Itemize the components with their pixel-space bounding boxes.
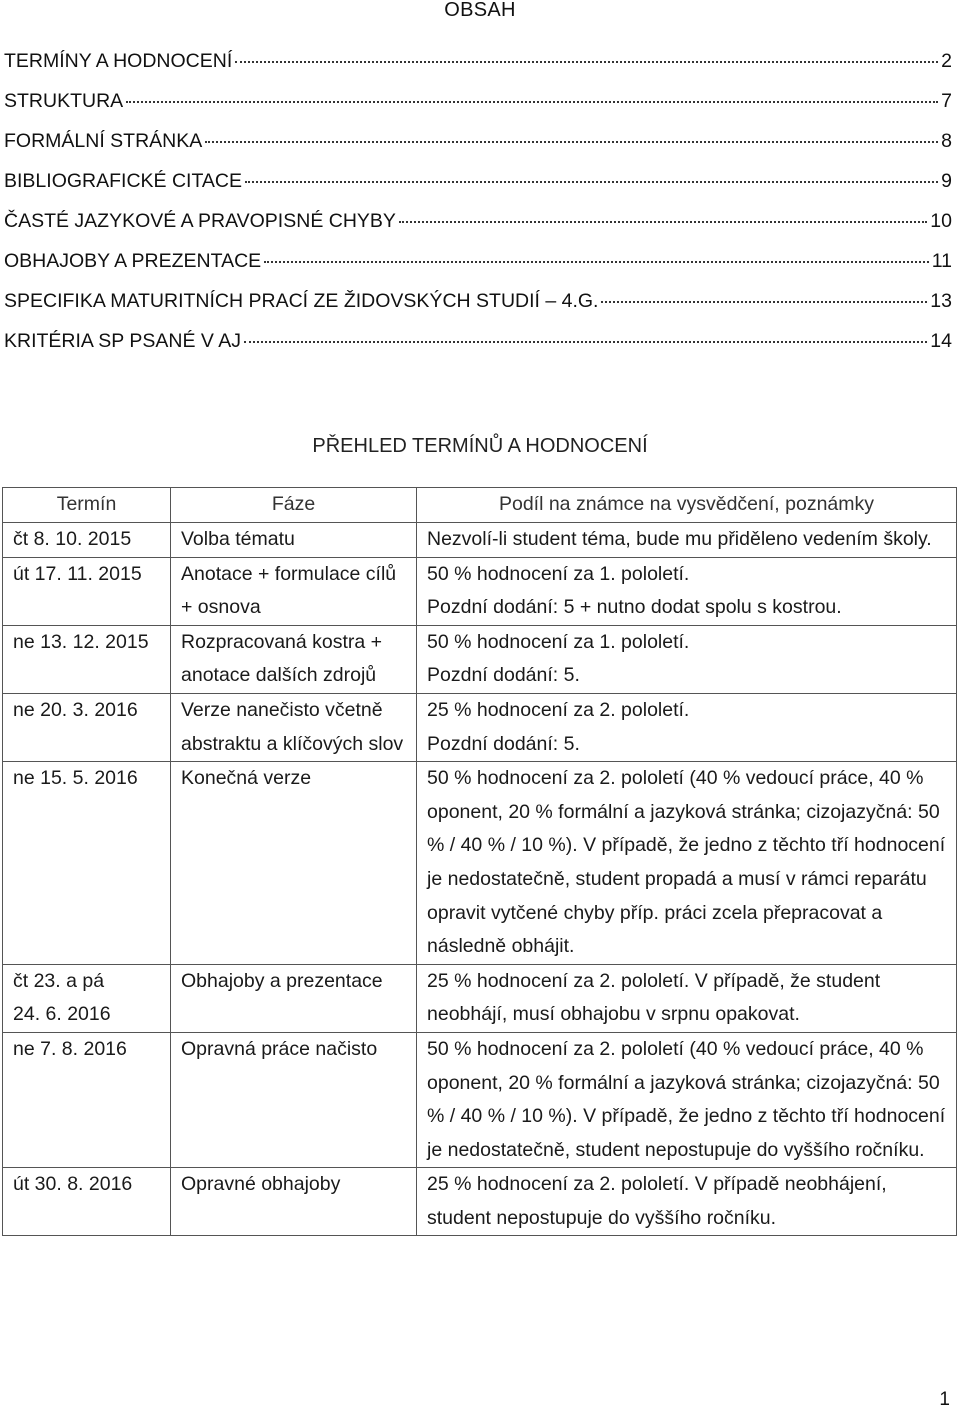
toc-entry-page: 9 [941, 170, 952, 192]
toc-entry[interactable] [4, 210, 952, 250]
cell-note: 50 % hodnocení za 1. pololetí. Pozdní dodání: 5 + nutno dodat spolu s kostrou. [417, 557, 957, 625]
cell-date: ne 15. 5. 2016 [3, 762, 171, 965]
toc-entry[interactable] [4, 290, 952, 330]
cell-note: 25 % hodnocení za 2. pololetí. V případě, že student neobhájí, musí obhajobu v srpnu opakovat. [417, 964, 957, 1032]
toc-entry-page: 8 [941, 130, 952, 152]
toc-entry-page: 2 [941, 50, 952, 72]
cell-phase: Rozpracovaná kostra + anotace dalších zdrojů [171, 625, 417, 693]
schedule-table [2, 487, 957, 1236]
toc-entry[interactable] [4, 330, 952, 370]
dot-leader [245, 181, 938, 183]
column-header-date: Termín [3, 488, 171, 523]
cell-note: 25 % hodnocení za 2. pololetí. Pozdní dodání: 5. [417, 693, 957, 761]
cell-note: 50 % hodnocení za 2. pololetí (40 % vedoucí práce, 40 % oponent, 20 % formální a jazyková stránka; cizojazyčná: 50 % / 40 % / 10 %). V případě, že jedno z těchto tří hodnocení je nedostatečně, student nepostupuje do vyššího ročníku. [417, 1032, 957, 1167]
cell-phase: Konečná verze [171, 762, 417, 965]
cell-note: 50 % hodnocení za 1. pololetí. Pozdní dodání: 5. [417, 625, 957, 693]
toc-entry-title: FORMÁLNÍ STRÁNKA [4, 130, 203, 152]
cell-note: Nezvolí-li student téma, bude mu přiděleno vedením školy. [417, 523, 957, 558]
table-row [3, 625, 957, 693]
column-header-note: Podíl na známce na vysvědčení, poznámky [417, 488, 957, 523]
cell-date: út 30. 8. 2016 [3, 1168, 171, 1236]
cell-date: ne 20. 3. 2016 [3, 693, 171, 761]
cell-note: 25 % hodnocení za 2. pololetí. V případě neobhájení, student nepostupuje do vyššího ročníku. [417, 1168, 957, 1236]
table-row [3, 523, 957, 558]
table-row [3, 964, 957, 1032]
cell-phase: Verze nanečisto včetně abstraktu a klíčových slov [171, 693, 417, 761]
cell-date: ne 7. 8. 2016 [3, 1032, 171, 1167]
toc-entry-title: SPECIFIKA MATURITNÍCH PRACÍ ZE ŽIDOVSKÝCH STUDIÍ – 4.G. [4, 290, 599, 312]
table-of-contents [4, 50, 952, 370]
cell-phase: Anotace + formulace cílů + osnova [171, 557, 417, 625]
toc-entry-title: BIBLIOGRAFICKÉ CITACE [4, 170, 243, 192]
toc-heading: OBSAH [444, 0, 516, 21]
dot-leader [244, 341, 927, 343]
table-header-row [3, 488, 957, 523]
cell-date: čt 8. 10. 2015 [3, 523, 171, 558]
toc-entry-page: 10 [930, 210, 952, 232]
toc-entry[interactable] [4, 170, 952, 210]
dot-leader [126, 101, 938, 103]
toc-entry[interactable] [4, 50, 952, 90]
toc-entry-title: ČASTÉ JAZYKOVÉ A PRAVOPISNÉ CHYBY [4, 210, 396, 232]
table-row [3, 557, 957, 625]
overview-heading: PŘEHLED TERMÍNŮ A HODNOCENÍ [312, 435, 648, 457]
dot-leader [205, 141, 938, 143]
toc-entry-title: TERMÍNY A HODNOCENÍ [4, 50, 233, 72]
dot-leader [601, 301, 927, 303]
toc-entry[interactable] [4, 250, 952, 290]
toc-entry-title: OBHAJOBY A PREZENTACE [4, 250, 262, 272]
cell-phase: Obhajoby a prezentace [171, 964, 417, 1032]
toc-entry-page: 7 [941, 90, 952, 112]
cell-date: ne 13. 12. 2015 [3, 625, 171, 693]
toc-entry-title: STRUKTURA [4, 90, 124, 112]
table-row [3, 693, 957, 761]
toc-entry[interactable] [4, 130, 952, 170]
column-header-phase: Fáze [171, 488, 417, 523]
dot-leader [235, 61, 938, 63]
toc-entry-page: 13 [930, 290, 952, 312]
toc-entry-page: 11 [931, 250, 952, 272]
dot-leader [264, 261, 929, 263]
toc-entry-title: KRITÉRIA SP PSANÉ V AJ [4, 330, 241, 352]
cell-note: 50 % hodnocení za 2. pololetí (40 % vedoucí práce, 40 % oponent, 20 % formální a jazyková stránka; cizojazyčná: 50 % / 40 % / 10 %). V případě, že jedno z těchto tří hodnocení je nedostatečně, student propadá a musí v rámci reparátu opravit vytčené chyby příp. práci zcela přepracovat a následně obhájit. [417, 762, 957, 965]
page-number: 1 [939, 1389, 950, 1410]
cell-phase: Volba tématu [171, 523, 417, 558]
toc-entry[interactable] [4, 90, 952, 130]
table-row [3, 762, 957, 965]
cell-date: čt 23. a pá 24. 6. 2016 [3, 964, 171, 1032]
dot-leader [399, 221, 927, 223]
table-row [3, 1032, 957, 1167]
table-row [3, 1168, 957, 1236]
toc-entry-page: 14 [930, 330, 952, 352]
cell-phase: Opravné obhajoby [171, 1168, 417, 1236]
cell-phase: Opravná práce načisto [171, 1032, 417, 1167]
cell-date: út 17. 11. 2015 [3, 557, 171, 625]
